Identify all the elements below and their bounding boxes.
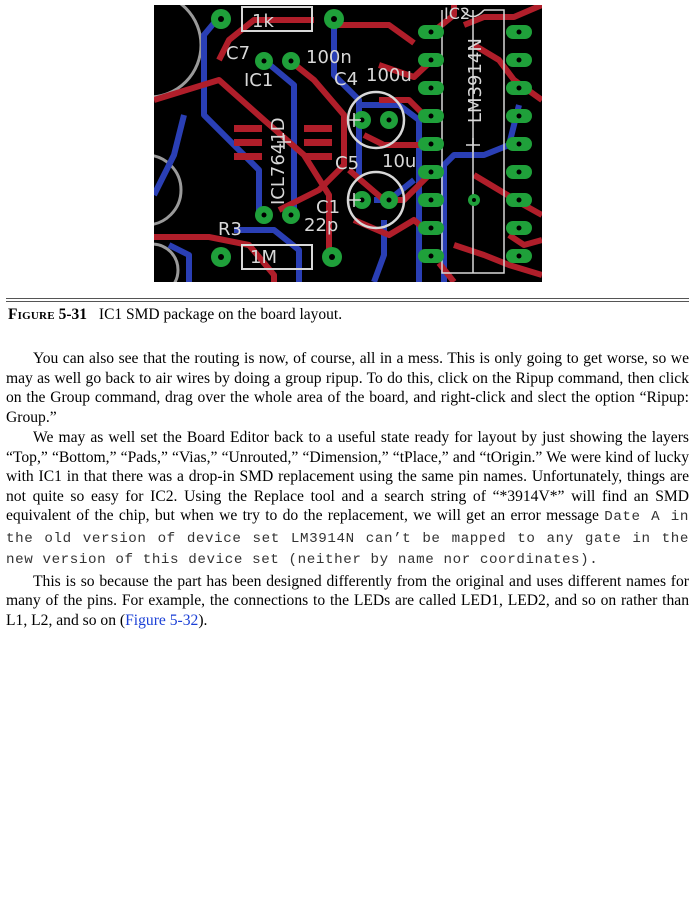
r-top-value: 1k — [252, 11, 274, 32]
figure-5-32-link[interactable]: Figure 5-32 — [125, 611, 199, 629]
c7-value: 100n — [306, 47, 352, 68]
ic1-value: ICL7641D — [268, 117, 289, 205]
pcb-layout-image — [154, 5, 542, 282]
caption-rule-top — [6, 298, 689, 299]
caption-number: 5-31 — [58, 306, 88, 323]
paragraph-pin-names-end: ). — [198, 611, 208, 629]
paragraph-pin-names — [6, 572, 689, 631]
r3-value: 1M — [250, 247, 277, 268]
ic2-label: IC2 — [444, 5, 471, 23]
c7-label: C7 — [226, 43, 251, 64]
c1-value: 22p — [304, 215, 339, 236]
paragraph-ripup — [6, 349, 689, 427]
c5-label: C5 — [335, 153, 360, 174]
paragraph-board-editor — [6, 428, 689, 571]
ic1-label: IC1 — [244, 70, 274, 91]
figure-caption — [8, 305, 688, 325]
r3-label: R3 — [218, 219, 242, 240]
caption-rule-bottom — [6, 301, 689, 302]
caption-text: IC1 SMD package on the board layout. — [98, 306, 343, 323]
error-message-code: Date A in the old version of device set LM3914N can’t be mapped to any gate in the new version of this device set (neither by name nor coordinates). — [6, 509, 689, 568]
pcb-layout-figure — [154, 5, 542, 282]
c1-label: C1 — [316, 197, 341, 218]
ic2-value: LM3914N — [465, 38, 486, 123]
paragraph-ripup-text: You can also see that the routing is now, of course, all in a mess. This is only going to get worse, so we may as well go back to air wires by doing a group ripup. To do this, click on the Ripup command, then click on the Group command, drag over the whole area of the board, and right-click and slect the option “Ripup: Group.” — [6, 350, 689, 426]
c4-label: C4 — [334, 69, 359, 90]
paragraph-pin-names-text: This is so because the part has been designed differently from the original and uses different names for many of the pins. For example, the connections to the LEDs are called LED1, LED2, and so on rather than L1, L2, and so on ( — [6, 572, 689, 629]
caption-label: Figure — [8, 306, 55, 323]
paragraph-board-editor-text: We may as well set the Board Editor back to a useful state ready for layout by just showing the layers “Top,” “Bottom,” “Pads,” “Vias,” “Unrouted,” “Dimension,” “tPlace,” and “tOrigin.” We were kind of lucky with IC1 in that there was a drop-in SMD replacement using the same pin names. Unfortunately, things are not quite so easy for IC2. Using the Replace tool and a search string of “*3914V*” will find an SMD equivalent of the chip, but when we try to do the replacement, we will get an error message — [6, 429, 689, 524]
body-text — [6, 349, 689, 630]
c5-value: 10u — [382, 151, 417, 172]
c4-value: 100u — [366, 65, 412, 86]
